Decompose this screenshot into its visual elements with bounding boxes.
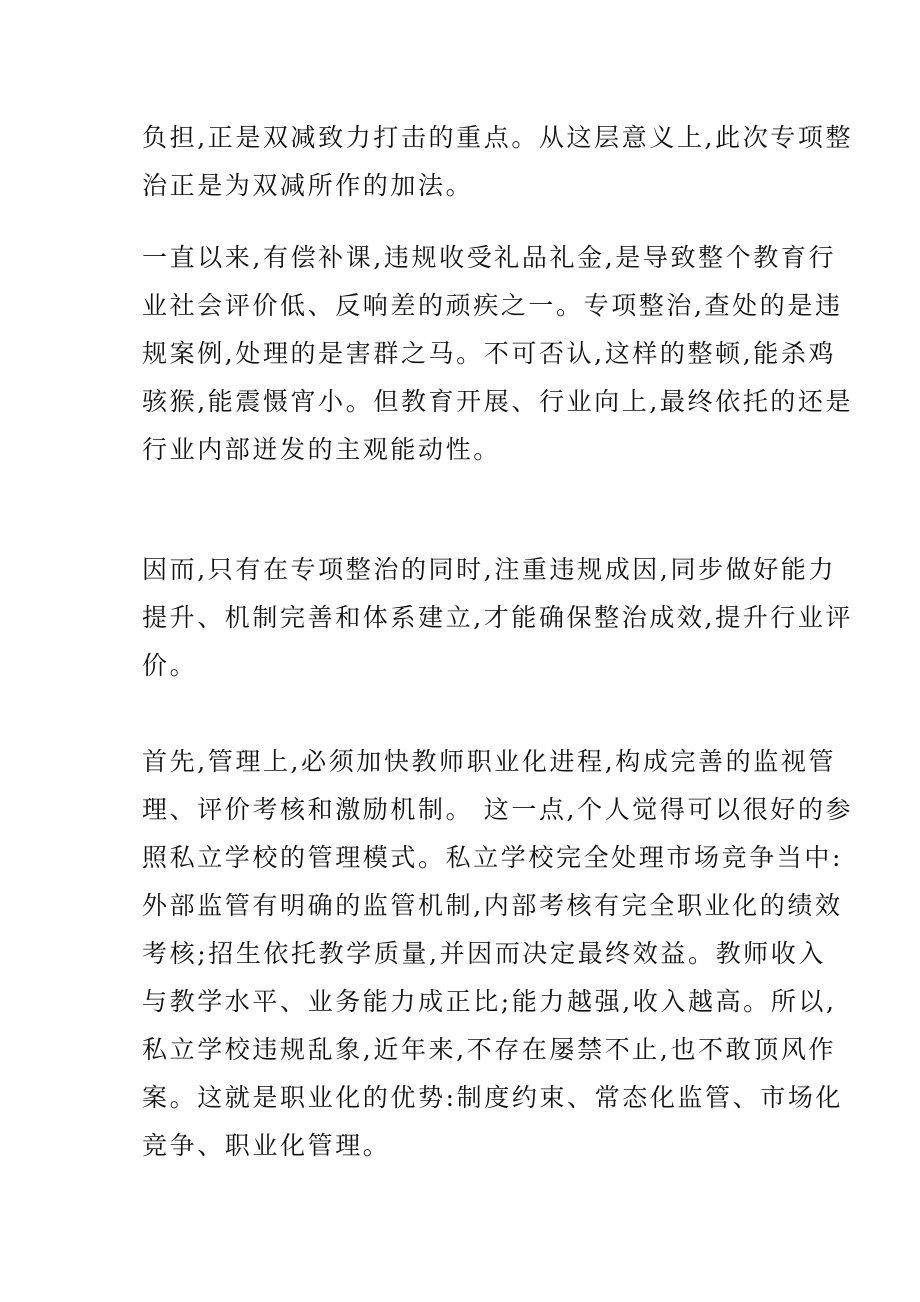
paragraph-4 [142,738,854,1170]
text-line: 业社会评价低、反响差的顽疾之一。专项整治,查处的是违 [142,291,843,320]
text-line: 行业内部迸发的主观能动性。 [142,435,501,464]
text-line: 因而,只有在专项整治的同时,注重违规成因,同步做好能力 [142,555,837,584]
text-line: 竞争、职业化管理。 [142,1131,391,1160]
paragraph-1 [142,114,854,210]
text-line: 与教学水平、业务能力成正比;能力越强,收入越高。所以, [142,987,837,1016]
text-line: 考核;招生依托教学质量,并因而决定最终效益。教师收入 [142,939,826,968]
text-line: 理、评价考核和激励机制。 这一点,个人觉得可以很好的参 [142,795,854,824]
text-line: 案。这就是职业化的优势:制度约束、常态化监管、市场化 [142,1083,844,1112]
text-line: 提升、机制完善和体系建立,才能确保整治成效,提升行业评 [142,603,854,632]
text-line: 一直以来,有偿补课,违规收受礼品礼金,是导致整个教育行 [142,243,837,272]
text-line: 价。 [142,651,198,680]
text-line: 外部监管有明确的监管机制,内部考核有完全职业化的绩效 [142,891,843,920]
text-line: 骇猴,能震慑宵小。但教育开展、行业向上,最终依托的还是 [142,387,854,416]
text-line: 负担,正是双减致力打击的重点。从这层意义上,此次专项整 [142,123,854,152]
text-line: 规案例,处理的是害群之马。不可否认,这样的整顿,能杀鸡 [142,339,837,368]
text-line: 照私立学校的管理模式。私立学校完全处理市场竞争当中: [142,843,844,872]
paragraph-3 [142,546,854,690]
text-line: 私立学校违规乱象,近年来,不存在屡禁不止,也不敢顶风作 [142,1035,837,1064]
paragraph-2 [142,234,854,474]
text-line: 治正是为双减所作的加法。 [142,171,474,200]
text-line: 首先,管理上,必须加快教师职业化进程,构成完善的监视管 [142,747,837,776]
